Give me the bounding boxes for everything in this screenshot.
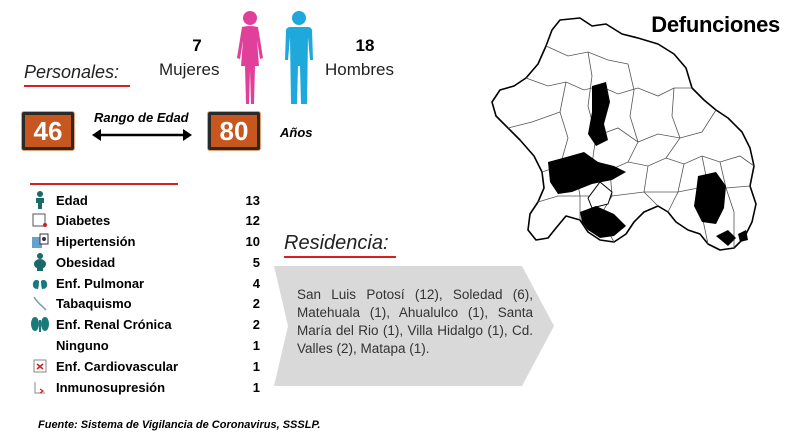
heart-icon [30,357,50,375]
condition-label: Diabetes [56,212,111,228]
condition-label: Enf. Pulmonar [56,275,145,291]
age-unit: Años [280,125,313,140]
condition-value: 1 [252,358,260,374]
conditions-underline [30,183,178,185]
condition-row [30,335,260,355]
residencia-underline [284,256,396,258]
condition-label: Enf. Cardiovascular [56,358,179,374]
age-min-box: 46 [22,112,74,150]
woman-icon [233,10,267,106]
double-arrow-icon [92,128,192,142]
condition-value: 2 [252,316,260,332]
condition-row [30,231,260,251]
condition-row [30,210,260,230]
condition-label: Obesidad [56,254,116,270]
condition-value: 1 [252,337,260,353]
blood-pressure-icon [30,232,50,250]
condition-row [30,273,260,293]
condition-label: Edad [56,192,88,208]
immune-icon [30,378,50,396]
smoking-icon [30,294,50,312]
state-map [488,16,760,262]
condition-label: Tabaquismo [56,295,132,311]
condition-label: Enf. Renal Crónica [56,316,172,332]
condition-row [30,252,260,272]
lungs-icon [30,274,50,292]
condition-value: 10 [245,233,260,249]
condition-row [30,377,260,397]
residencia-heading: Residencia: [284,232,389,254]
residencia-text: San Luis Potosí (12), Soledad (6), Matehuala (1), Ahualulco (1), Santa María del Rio (1), Villa Hidalgo (1), Cd. Valles (2), Matapa (1). [297,287,533,356]
condition-value: 1 [252,379,260,395]
condition-row [30,293,260,313]
men-count: 18 [355,36,375,55]
women-count: 7 [192,36,202,55]
women-label: Mujeres [159,60,220,79]
person-icon [30,191,50,209]
diabetes-icon [30,211,50,229]
personales-underline [24,85,130,87]
condition-row [30,314,260,334]
obesity-icon [30,253,50,271]
kidney-icon [30,315,50,333]
condition-label: Inmunosupresión [56,379,166,395]
condition-value: 13 [245,192,260,208]
condition-value: 4 [252,275,260,291]
condition-row [30,356,260,376]
age-range-label: Rango de Edad [94,110,189,125]
condition-value: 5 [252,254,260,270]
personales-heading: Personales: [24,62,120,82]
condition-value: 2 [252,295,260,311]
condition-label: Hipertensión [56,233,136,249]
men-label: Hombres [325,60,394,79]
page-title: Defunciones [651,12,780,37]
condition-label: Ninguno [56,337,109,353]
condition-value: 12 [245,212,260,228]
source-footer: Fuente: Sistema de Vigilancia de Coronavirus, SSSLP. [38,419,321,431]
age-max-box: 80 [208,112,260,150]
man-icon [282,10,316,106]
condition-row [30,190,260,210]
